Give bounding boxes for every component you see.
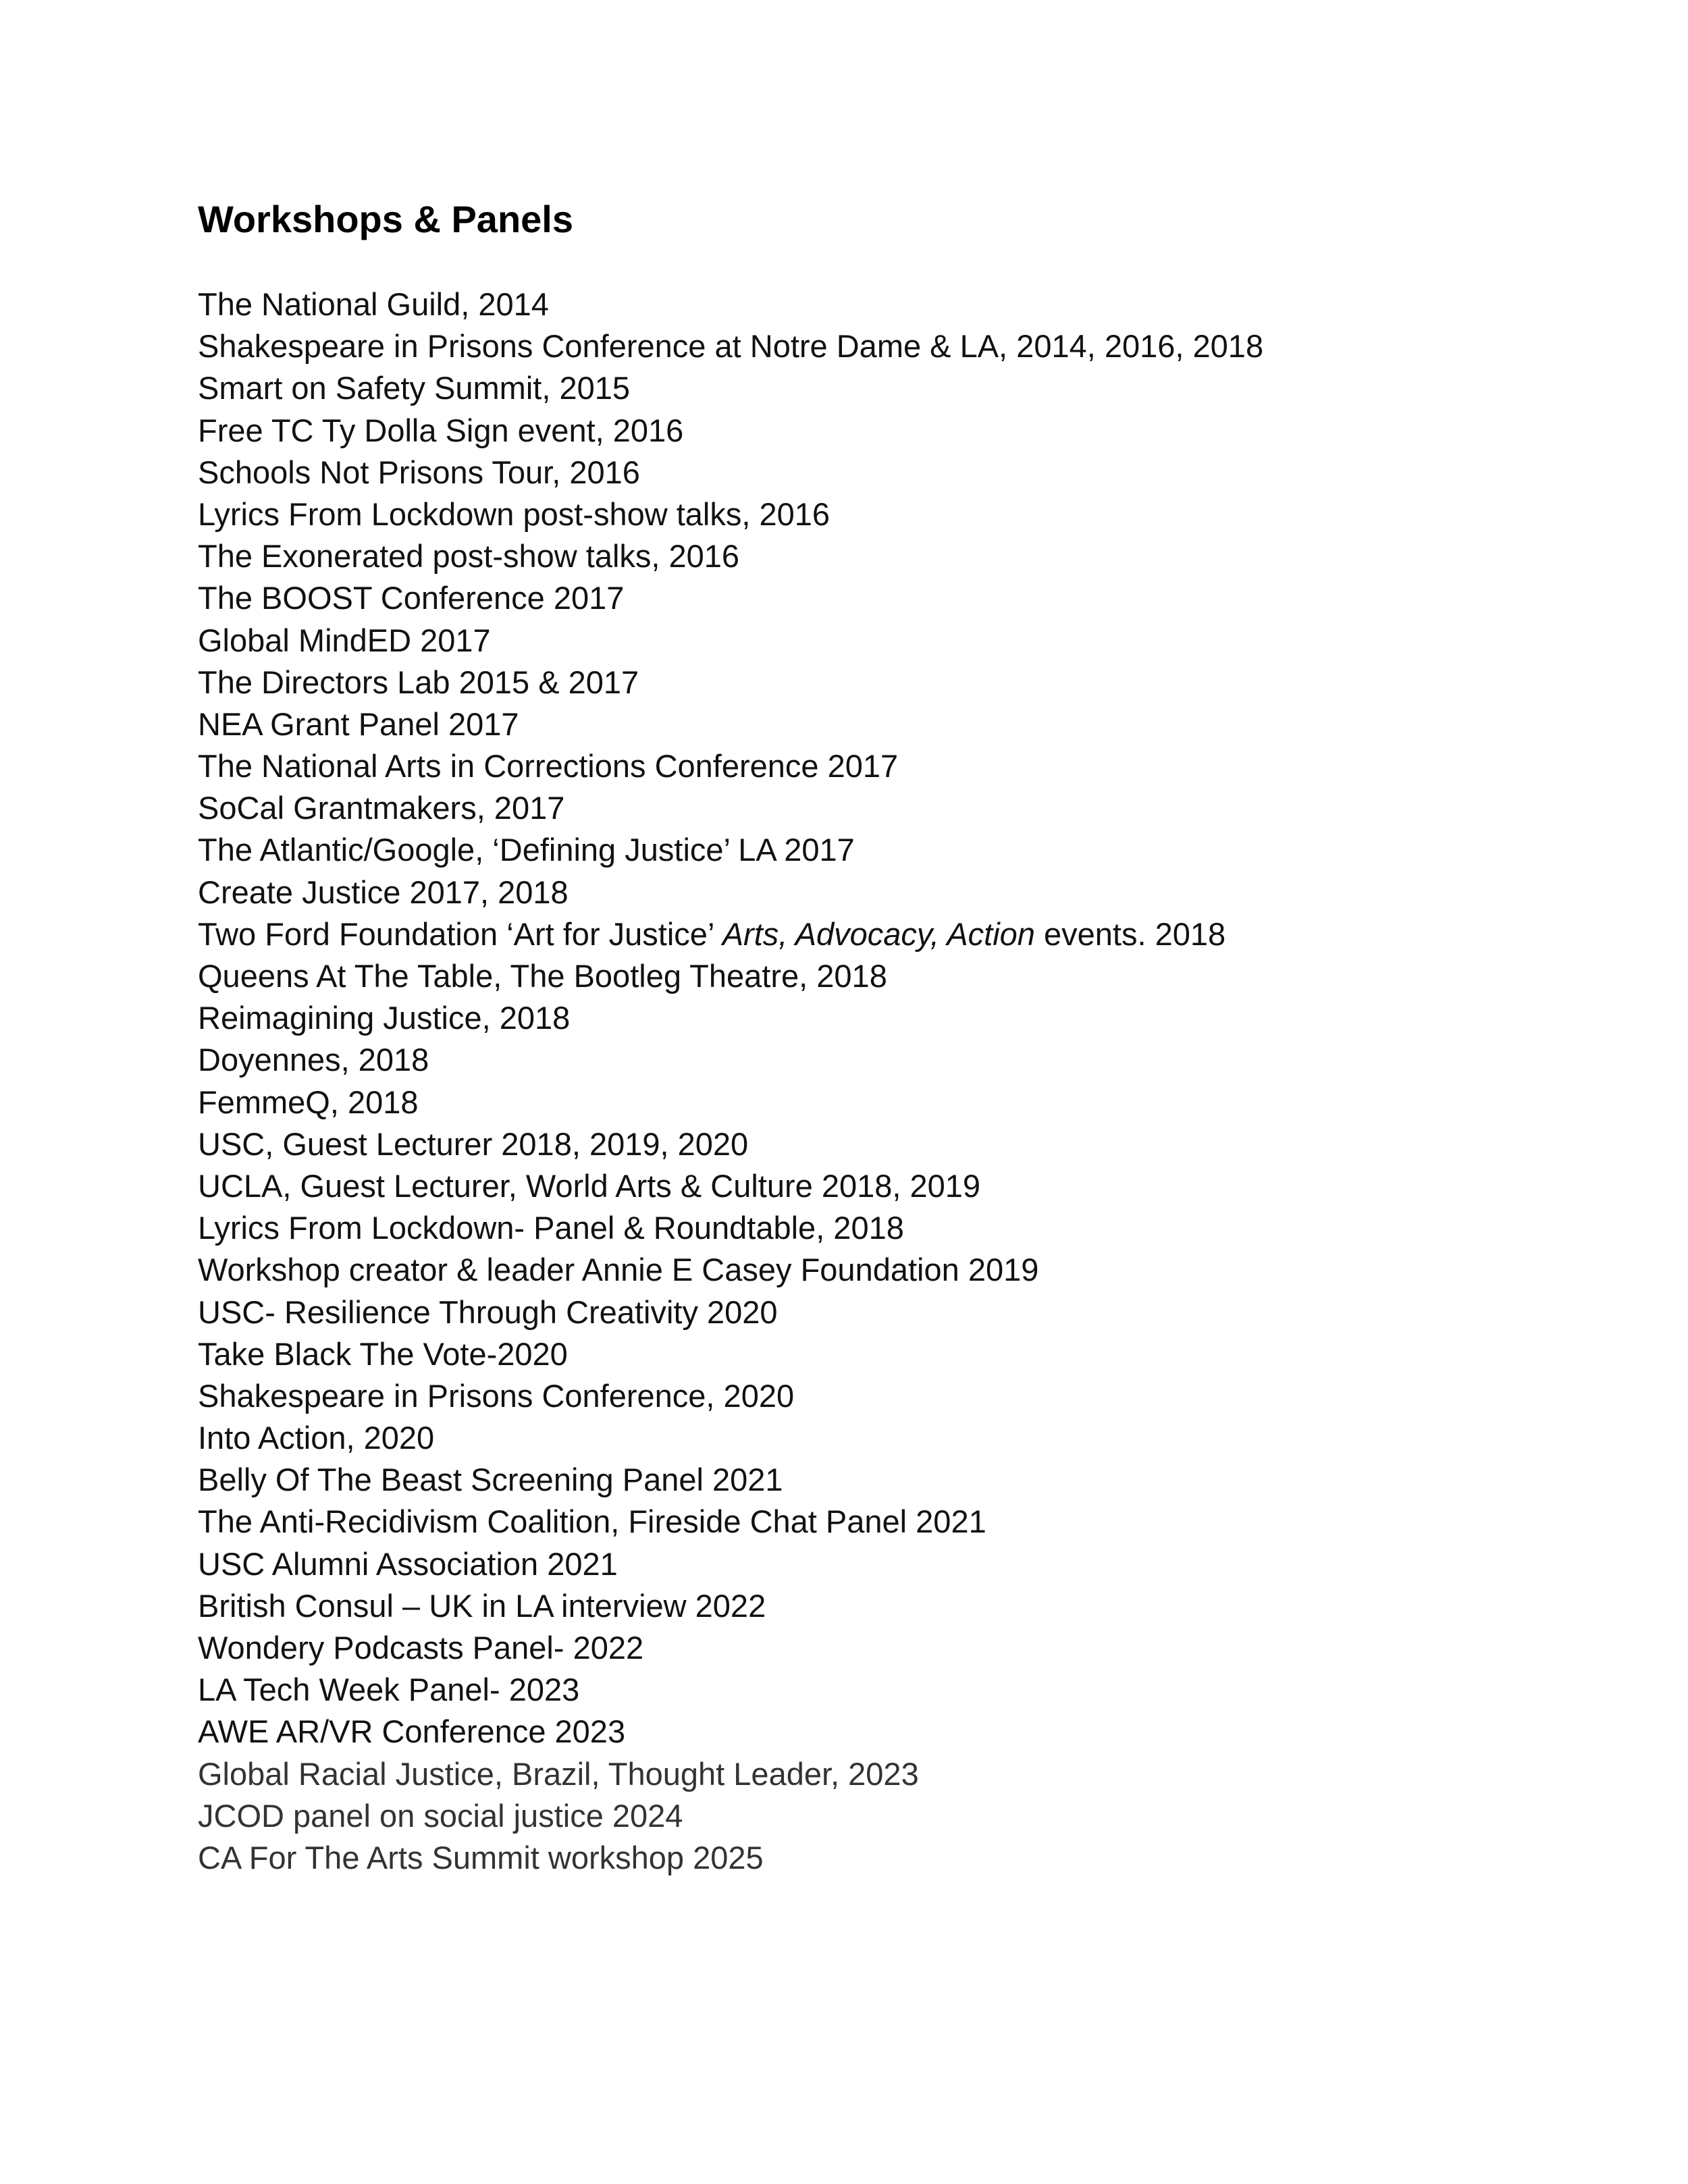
entry-text: Into Action, 2020 (198, 1420, 435, 1456)
entry-text: Free TC Ty Dolla Sign event, 2016 (198, 412, 684, 448)
entry-text: USC- Resilience Through Creativity 2020 (198, 1294, 778, 1330)
list-item (198, 452, 1263, 494)
entry-text: USC, Guest Lecturer 2018, 2019, 2020 (198, 1125, 749, 1162)
entry-text: NEA Grant Panel 2017 (198, 705, 519, 742)
list-item (198, 284, 1263, 325)
list-item (198, 1711, 1263, 1753)
list-item (198, 367, 1263, 409)
list-item (198, 1375, 1263, 1417)
entry-text: Shakespeare in Prisons Conference at Notre Dame & LA, 2014, 2016, 2018 (198, 328, 1264, 365)
entry-suffix-text: events. 2018 (1034, 915, 1226, 952)
entry-text: AWE AR/VR Conference 2023 (198, 1713, 626, 1750)
entry-text: Global MindED 2017 (198, 622, 491, 658)
list-item (198, 1039, 1263, 1081)
entry-text: Lyrics From Lockdown- Panel & Roundtable, 2018 (198, 1210, 904, 1246)
entry-text: The Directors Lab 2015 & 2017 (198, 664, 639, 700)
entry-text: Global Racial Justice, Brazil, Thought Leader, 2023 (198, 1755, 919, 1792)
list-item (198, 662, 1263, 703)
list-item (198, 1165, 1263, 1207)
list-item (198, 1753, 1263, 1795)
entry-text: The National Arts in Corrections Conference 2017 (198, 748, 899, 784)
list-item (198, 955, 1263, 997)
list-item (198, 787, 1263, 829)
entry-text: JCOD panel on social justice 2024 (198, 1797, 683, 1834)
entry-italic-text: Arts, Advocacy, Action (722, 915, 1035, 952)
list-item (198, 1459, 1263, 1501)
list-item (198, 620, 1263, 662)
list-item (198, 829, 1263, 871)
entry-text: Belly Of The Beast Screening Panel 2021 (198, 1462, 783, 1498)
entry-text: Reimagining Justice, 2018 (198, 1000, 571, 1036)
entry-text: LA Tech Week Panel- 2023 (198, 1672, 580, 1708)
entries-list (198, 284, 1263, 1879)
entry-text: CA For The Arts Summit workshop 2025 (198, 1839, 764, 1875)
list-item (198, 1837, 1263, 1879)
entry-text: Two Ford Foundation ‘Art for Justice’ (198, 915, 722, 952)
list-item (198, 997, 1263, 1039)
list-item (198, 1249, 1263, 1291)
entry-text: The BOOST Conference 2017 (198, 580, 625, 616)
list-item (198, 1585, 1263, 1627)
list-item (198, 872, 1263, 913)
entry-text: British Consul – UK in LA interview 2022 (198, 1587, 766, 1624)
entry-text: UCLA, Guest Lecturer, World Arts & Culture 2018, 2019 (198, 1167, 981, 1204)
list-item (198, 1795, 1263, 1837)
list-item (198, 325, 1263, 367)
entry-text: Doyennes, 2018 (198, 1042, 429, 1078)
list-item (198, 1123, 1263, 1165)
list-item (198, 1333, 1263, 1375)
entry-text: Smart on Safety Summit, 2015 (198, 370, 631, 406)
list-item (198, 494, 1263, 535)
list-item (198, 703, 1263, 745)
entry-text: Create Justice 2017, 2018 (198, 874, 569, 910)
list-item (198, 1291, 1263, 1333)
list-item (198, 913, 1263, 955)
entry-text: Schools Not Prisons Tour, 2016 (198, 454, 640, 490)
entry-text: The Atlantic/Google, ‘Defining Justice’ LA 2017 (198, 832, 855, 868)
list-item (198, 410, 1263, 452)
list-item (198, 1417, 1263, 1459)
list-item (198, 577, 1263, 619)
entry-text: Wondery Podcasts Panel- 2022 (198, 1630, 644, 1666)
entry-text: The National Guild, 2014 (198, 286, 549, 322)
list-item (198, 745, 1263, 787)
entry-text: Workshop creator & leader Annie E Casey Foundation 2019 (198, 1252, 1039, 1288)
list-item (198, 1207, 1263, 1249)
list-item (198, 1669, 1263, 1711)
entry-text: USC Alumni Association 2021 (198, 1545, 618, 1582)
entry-text: SoCal Grantmakers, 2017 (198, 790, 565, 826)
entry-text: The Exonerated post-show talks, 2016 (198, 538, 740, 575)
entry-text: Queens At The Table, The Bootleg Theatre, 2018 (198, 958, 887, 994)
entry-text: Take Black The Vote-2020 (198, 1335, 568, 1372)
entry-text: Lyrics From Lockdown post-show talks, 2016 (198, 496, 830, 532)
list-item (198, 1501, 1263, 1543)
entry-text: The Anti-Recidivism Coalition, Fireside Chat Panel 2021 (198, 1503, 986, 1540)
section-heading: Workshops & Panels (198, 198, 574, 240)
entry-text: FemmeQ, 2018 (198, 1084, 419, 1120)
entry-text: Shakespeare in Prisons Conference, 2020 (198, 1377, 795, 1414)
list-item (198, 1082, 1263, 1123)
list-item (198, 535, 1263, 577)
list-item (198, 1627, 1263, 1669)
list-item (198, 1543, 1263, 1585)
